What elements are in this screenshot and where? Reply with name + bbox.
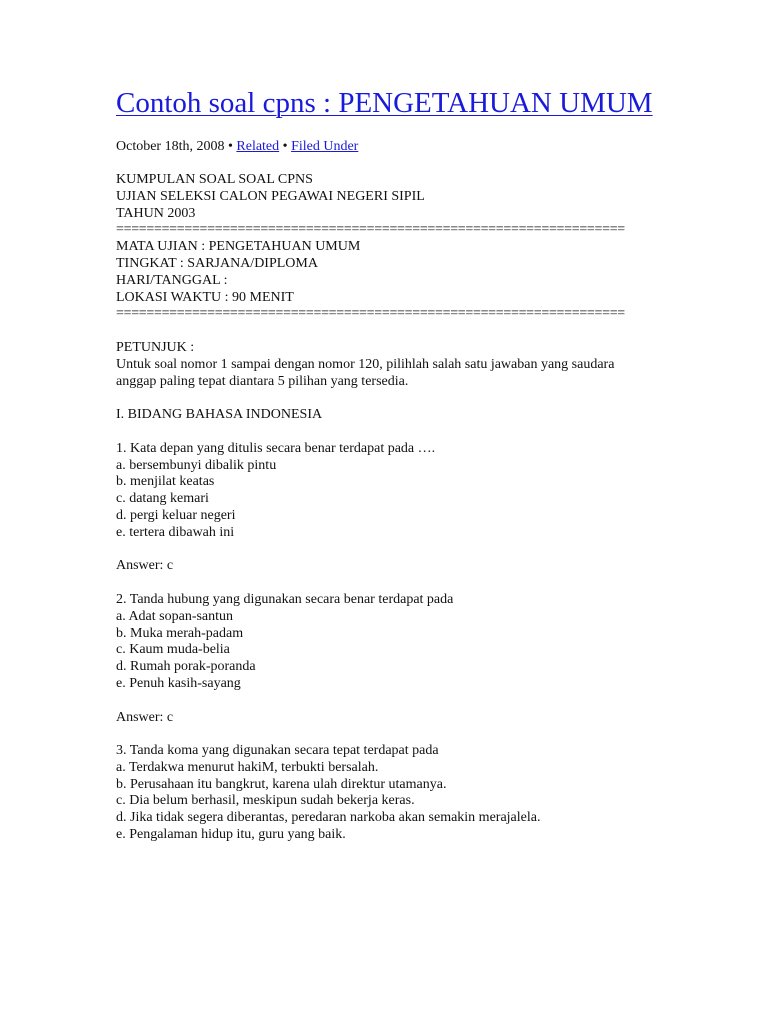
instructions-text: Untuk soal nomor 1 sampai dengan nomor 120, pilihlah salah satu jawaban yang saudara anggap paling tepat diantara 5 pilihan yang tersedia. (116, 356, 615, 389)
spacer (116, 542, 656, 559)
post-date: October 18th, 2008 (116, 139, 225, 154)
answer-text: Answer: c (116, 709, 174, 725)
meta-separator: • (279, 139, 292, 154)
question-text: 1. Kata depan yang ditulis secara benar terdapat pada …. (116, 440, 436, 456)
option-e: e. Penuh kasih-sayang (116, 675, 241, 691)
spacer (116, 693, 656, 710)
option-c: c. Dia belum berhasil, meskipun sudah bekerja keras. (116, 793, 415, 809)
instructions-label: PETUNJUK : (116, 339, 195, 355)
header-line: MATA UJIAN : PENGETAHUAN UMUM (116, 239, 361, 255)
divider-rule: =================================================================== (116, 222, 625, 238)
option-b: b. Muka merah-padam (116, 625, 244, 641)
spacer (116, 575, 656, 592)
option-a: a. Terdakwa menurut hakiM, terbukti bersalah. (116, 759, 379, 775)
post-content (116, 172, 656, 844)
question-text: 3. Tanda koma yang digunakan secara tepat terdapat pada (116, 743, 439, 759)
option-b: b. Perusahaan itu bangkrut, karena ulah direktur utamanya. (116, 776, 447, 792)
header-line: TAHUN 2003 (116, 205, 196, 221)
option-c: c. datang kemari (116, 491, 209, 507)
meta-separator: • (224, 139, 237, 154)
filed-under-link[interactable]: Filed Under (291, 139, 359, 154)
option-e: e. tertera dibawah ini (116, 524, 235, 540)
option-d: d. Jika tidak segera diberantas, peredaran narkoba akan semakin merajalela. (116, 810, 541, 826)
spacer (116, 726, 656, 743)
page-title (116, 86, 656, 120)
option-a: a. bersembunyi dibalik pintu (116, 457, 277, 473)
option-d: d. Rumah porak-poranda (116, 659, 256, 675)
divider-rule: =================================================================== (116, 306, 625, 322)
document-page (116, 86, 656, 844)
header-line: LOKASI WAKTU : 90 MENIT (116, 289, 294, 305)
header-line: KUMPULAN SOAL SOAL CPNS (116, 172, 313, 187)
answer-text: Answer: c (116, 558, 174, 574)
related-link[interactable]: Related (236, 139, 280, 154)
option-a: a. Adat sopan-santun (116, 608, 234, 624)
option-d: d. pergi keluar negeri (116, 507, 236, 523)
header-line: HARI/TANGGAL : (116, 272, 228, 288)
post-meta (116, 138, 656, 155)
header-line: TINGKAT : SARJANA/DIPLOMA (116, 255, 318, 271)
spacer (116, 424, 656, 441)
header-line: UJIAN SELEKSI CALON PEGAWAI NEGERI SIPIL (116, 188, 425, 204)
question-text: 2. Tanda hubung yang digunakan secara benar terdapat pada (116, 591, 454, 607)
title-link[interactable]: Contoh soal cpns : PENGETAHUAN UMUM (116, 87, 653, 119)
section-heading: I. BIDANG BAHASA INDONESIA (116, 407, 323, 423)
spacer (116, 390, 656, 407)
spacer (116, 323, 656, 340)
option-e: e. Pengalaman hidup itu, guru yang baik. (116, 827, 346, 843)
option-c: c. Kaum muda-belia (116, 642, 230, 658)
option-b: b. menjilat keatas (116, 474, 215, 490)
